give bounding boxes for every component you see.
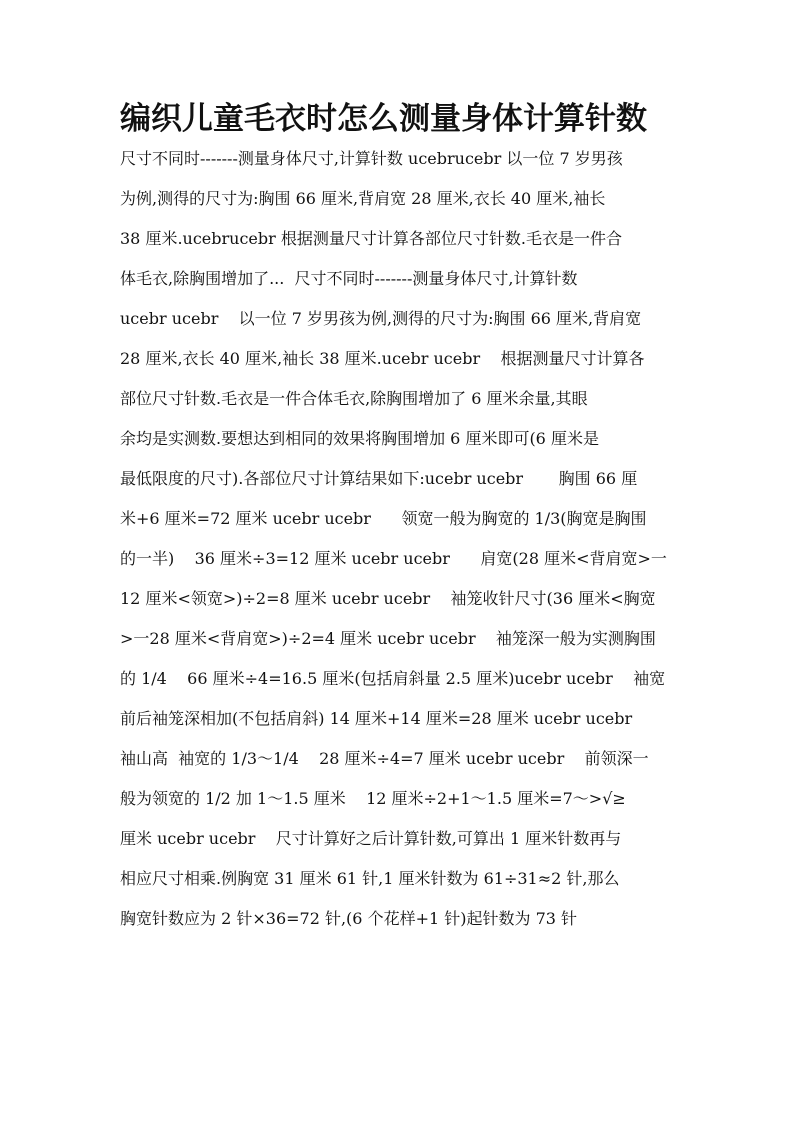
document-body (120, 139, 678, 939)
body-line: 的一半) 36 厘米÷3=12 厘米 ucebr ucebr 肩宽(28 厘米<背肩宽>一 (120, 549, 667, 568)
body-line: 部位尺寸针数.毛衣是一件合体毛衣,除胸围增加了 6 厘米余量,其眼 (120, 389, 588, 408)
body-line: 般为领宽的 1/2 加 1～1.5 厘米 12 厘米÷2+1～1.5 厘米=7～>√≥ (120, 789, 626, 808)
body-line: 相应尺寸相乘.例胸宽 31 厘米 61 针,1 厘米针数为 61÷31≈2 针,那么 (120, 869, 620, 888)
body-line: 28 厘米,衣长 40 厘米,袖长 38 厘米.ucebr ucebr 根据测量尺寸计算各 (120, 349, 645, 368)
body-line: 胸宽针数应为 2 针×36=72 针,(6 个花样+1 针)起针数为 73 针 (120, 909, 578, 928)
body-line: 38 厘米.ucebrucebr 根据测量尺寸计算各部位尺寸针数.毛衣是一件合 (120, 229, 622, 248)
body-line: 12 厘米<领宽>)÷2=8 厘米 ucebr ucebr 袖笼收针尺寸(36 厘米<胸宽 (120, 589, 656, 608)
body-line: 米+6 厘米=72 厘米 ucebr ucebr 领宽一般为胸宽的 1/3(胸宽是胸围 (120, 509, 647, 528)
body-line: 体毛衣,除胸围增加了... 尺寸不同时-------测量身体尺寸,计算针数 (120, 269, 578, 288)
body-line: 余均是实测数.要想达到相同的效果将胸围增加 6 厘米即可(6 厘米是 (120, 429, 599, 448)
body-line: 前后袖笼深相加(不包括肩斜) 14 厘米+14 厘米=28 厘米 ucebr ucebr (120, 709, 633, 728)
body-line: ucebr ucebr 以一位 7 岁男孩为例,测得的尺寸为:胸围 66 厘米,背肩宽 (120, 309, 642, 328)
body-line: 的 1/4 66 厘米÷4=16.5 厘米(包括肩斜量 2.5 厘米)ucebr ucebr 袖宽 (120, 669, 666, 688)
document-title: 编织儿童毛衣时怎么测量身体计算针数 (120, 101, 647, 137)
body-line: 最低限度的尺寸).各部位尺寸计算结果如下:ucebr ucebr 胸围 66 厘 (120, 469, 638, 488)
body-line: 尺寸不同时-------测量身体尺寸,计算针数 ucebrucebr 以一位 7 岁男孩 (120, 149, 623, 168)
body-line: 袖山高 袖宽的 1/3～1/4 28 厘米÷4=7 厘米 ucebr ucebr 前领深一 (120, 749, 649, 768)
body-line: 为例,测得的尺寸为:胸围 66 厘米,背肩宽 28 厘米,衣长 40 厘米,袖长 (120, 189, 606, 208)
body-line: >一28 厘米<背肩宽>)÷2=4 厘米 ucebr ucebr 袖笼深一般为实测胸围 (120, 629, 656, 648)
body-line: 厘米 ucebr ucebr 尺寸计算好之后计算针数,可算出 1 厘米针数再与 (120, 829, 622, 848)
